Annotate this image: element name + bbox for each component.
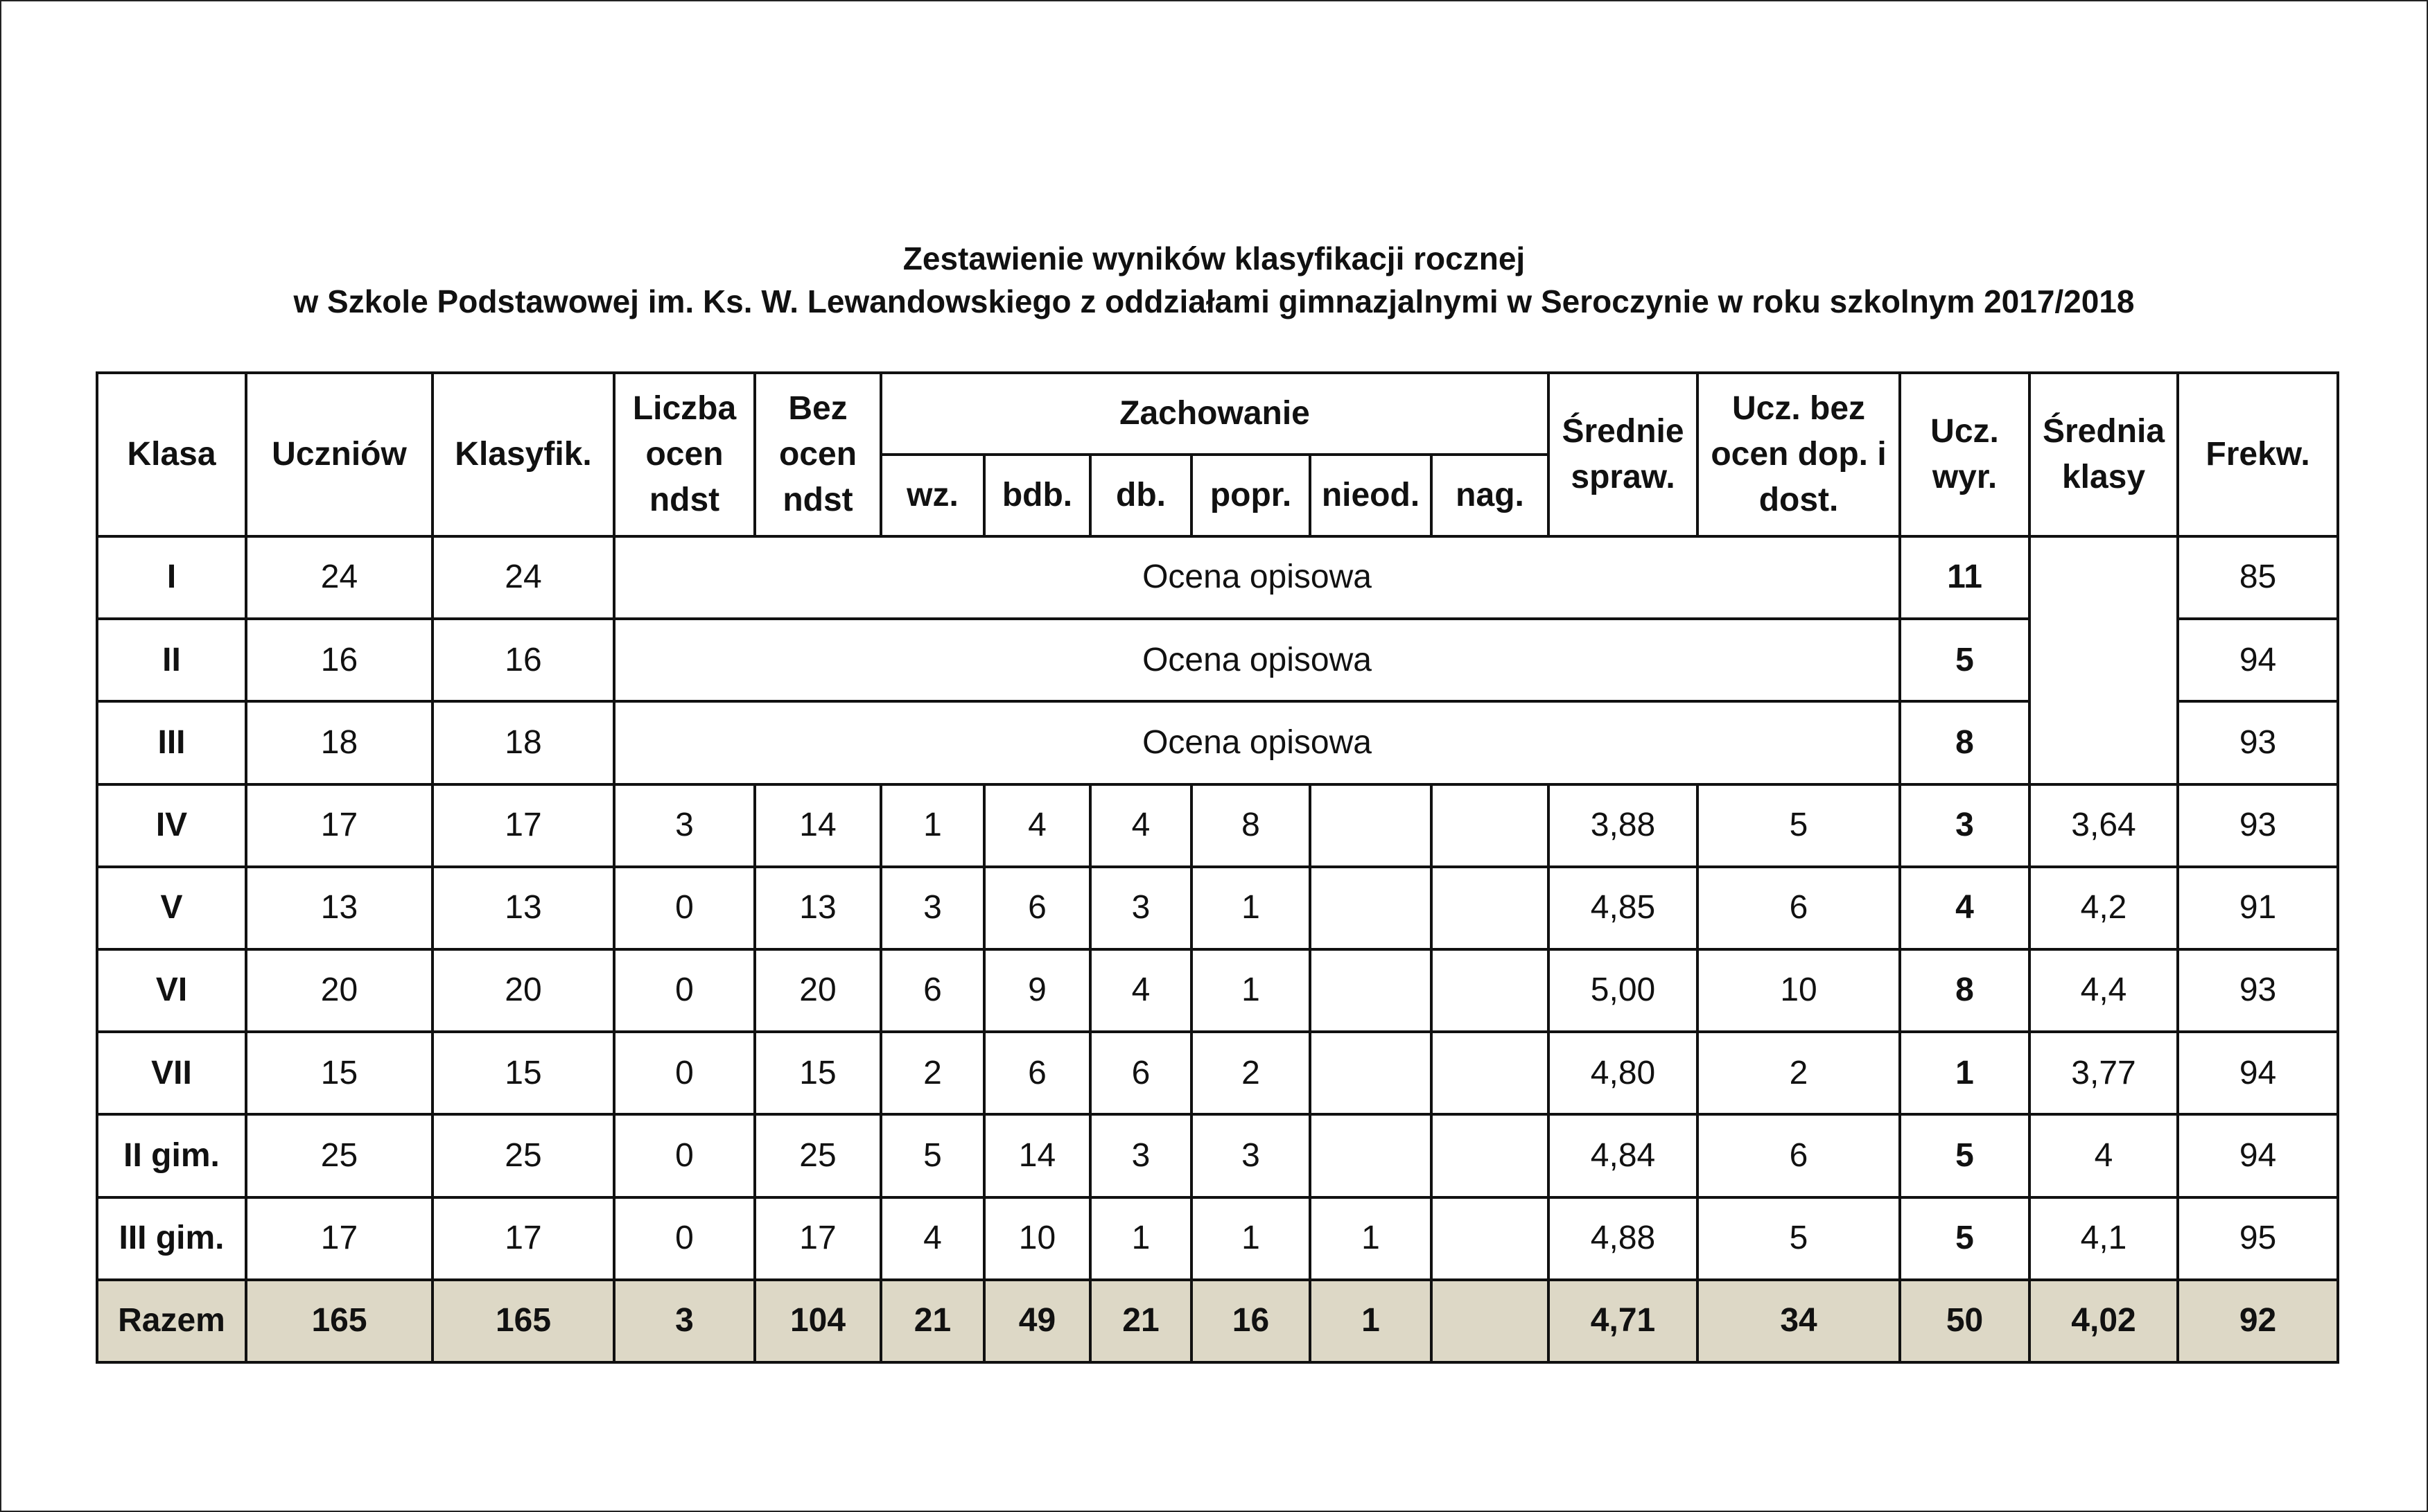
cell-popr: 3 bbox=[1191, 1114, 1310, 1197]
table-row bbox=[97, 536, 2338, 619]
cell-klasyfik: 24 bbox=[433, 536, 614, 619]
total-nieod: 1 bbox=[1310, 1280, 1431, 1362]
results-table bbox=[96, 371, 2339, 1364]
cell-db: 1 bbox=[1090, 1197, 1191, 1280]
cell-ndst: 0 bbox=[614, 867, 755, 949]
total-wz: 21 bbox=[881, 1280, 984, 1362]
cell-klasyfik: 17 bbox=[433, 784, 614, 867]
cell-nag bbox=[1431, 1197, 1548, 1280]
table-row bbox=[97, 1197, 2338, 1280]
cell-bez-ndst: 15 bbox=[755, 1032, 881, 1114]
cell-wz: 3 bbox=[881, 867, 984, 949]
cell-bez-ndst: 20 bbox=[755, 949, 881, 1032]
cell-uczniow: 15 bbox=[246, 1032, 433, 1114]
cell-wz: 5 bbox=[881, 1114, 984, 1197]
cell-bdb: 14 bbox=[984, 1114, 1090, 1197]
total-srednie-spraw: 4,71 bbox=[1548, 1280, 1697, 1362]
cell-klasyfik: 20 bbox=[433, 949, 614, 1032]
cell-klasyfik: 18 bbox=[433, 701, 614, 784]
cell-bez-ndst: 13 bbox=[755, 867, 881, 949]
cell-srednie-spraw: 4,88 bbox=[1548, 1197, 1697, 1280]
cell-klasa: III gim. bbox=[97, 1197, 246, 1280]
cell-klasa: II bbox=[97, 619, 246, 701]
cell-ndst: 0 bbox=[614, 1032, 755, 1114]
cell-frekw: 95 bbox=[2178, 1197, 2338, 1280]
cell-wz: 1 bbox=[881, 784, 984, 867]
cell-frekw: 91 bbox=[2178, 867, 2338, 949]
header-klasyfik: Klasyfik. bbox=[433, 373, 614, 536]
cell-nag bbox=[1431, 1114, 1548, 1197]
cell-uczniow: 16 bbox=[246, 619, 433, 701]
cell-popr: 2 bbox=[1191, 1032, 1310, 1114]
cell-popr: 1 bbox=[1191, 1197, 1310, 1280]
total-bez-ndst: 104 bbox=[755, 1280, 881, 1362]
cell-klasa: I bbox=[97, 536, 246, 619]
title-line-1: Zestawienie wyników klasyfikacji rocznej bbox=[902, 240, 1526, 276]
cell-ucz-bez-ocen: 6 bbox=[1697, 867, 1900, 949]
total-bdb: 49 bbox=[984, 1280, 1090, 1362]
header-bez-ocen-ndst: Bez ocen ndst bbox=[755, 373, 881, 536]
cell-bdb: 10 bbox=[984, 1197, 1090, 1280]
cell-klasyfik: 25 bbox=[433, 1114, 614, 1197]
cell-srednia-klasy: 4,1 bbox=[2029, 1197, 2178, 1280]
cell-klasyfik: 17 bbox=[433, 1197, 614, 1280]
table-row bbox=[97, 619, 2338, 701]
header-ucz-wyr: Ucz. wyr. bbox=[1900, 373, 2029, 536]
header-bdb: bdb. bbox=[984, 455, 1090, 536]
cell-klasyfik: 15 bbox=[433, 1032, 614, 1114]
cell-ocena-opisowa: Ocena opisowa bbox=[614, 701, 1900, 784]
header-srednia-klasy: Średnia klasy bbox=[2029, 373, 2178, 536]
cell-klasa: IV bbox=[97, 784, 246, 867]
cell-ucz-bez-ocen: 6 bbox=[1697, 1114, 1900, 1197]
cell-nag bbox=[1431, 867, 1548, 949]
cell-uczniow: 20 bbox=[246, 949, 433, 1032]
cell-nieod bbox=[1310, 949, 1431, 1032]
cell-nieod bbox=[1310, 784, 1431, 867]
cell-nag bbox=[1431, 784, 1548, 867]
cell-frekw: 85 bbox=[2178, 536, 2338, 619]
cell-srednia-klasy: 4 bbox=[2029, 1114, 2178, 1197]
cell-bez-ndst: 17 bbox=[755, 1197, 881, 1280]
header-ucz-bez-ocen: Ucz. bez ocen dop. i dost. bbox=[1697, 373, 1900, 536]
table-row bbox=[97, 867, 2338, 949]
cell-ocena-opisowa: Ocena opisowa bbox=[614, 536, 1900, 619]
cell-ucz-bez-ocen: 10 bbox=[1697, 949, 1900, 1032]
header-frekw: Frekw. bbox=[2178, 373, 2338, 536]
cell-ndst: 0 bbox=[614, 1114, 755, 1197]
total-nag bbox=[1431, 1280, 1548, 1362]
cell-ucz-bez-ocen: 2 bbox=[1697, 1032, 1900, 1114]
cell-klasyfik: 13 bbox=[433, 867, 614, 949]
cell-ucz-wyr: 3 bbox=[1900, 784, 2029, 867]
document-title bbox=[1, 237, 2427, 323]
cell-frekw: 93 bbox=[2178, 701, 2338, 784]
cell-klasa: II gim. bbox=[97, 1114, 246, 1197]
cell-frekw: 94 bbox=[2178, 1114, 2338, 1197]
cell-ocena-opisowa: Ocena opisowa bbox=[614, 619, 1900, 701]
cell-popr: 1 bbox=[1191, 949, 1310, 1032]
cell-uczniow: 17 bbox=[246, 784, 433, 867]
table-row bbox=[97, 949, 2338, 1032]
cell-bez-ndst: 14 bbox=[755, 784, 881, 867]
cell-klasa: III bbox=[97, 701, 246, 784]
cell-ucz-wyr: 5 bbox=[1900, 619, 2029, 701]
cell-srednia-klasy: 4,4 bbox=[2029, 949, 2178, 1032]
cell-ucz-wyr: 5 bbox=[1900, 1197, 2029, 1280]
cell-bdb: 6 bbox=[984, 1032, 1090, 1114]
cell-db: 6 bbox=[1090, 1032, 1191, 1114]
cell-srednie-spraw: 4,85 bbox=[1548, 867, 1697, 949]
total-popr: 16 bbox=[1191, 1280, 1310, 1362]
table-row bbox=[97, 701, 2338, 784]
cell-wz: 4 bbox=[881, 1197, 984, 1280]
cell-klasa: V bbox=[97, 867, 246, 949]
cell-wz: 2 bbox=[881, 1032, 984, 1114]
cell-ucz-wyr: 4 bbox=[1900, 867, 2029, 949]
total-ucz-bez-ocen: 34 bbox=[1697, 1280, 1900, 1362]
header-popr: popr. bbox=[1191, 455, 1310, 536]
table-row bbox=[97, 1114, 2338, 1197]
cell-uczniow: 24 bbox=[246, 536, 433, 619]
cell-ndst: 3 bbox=[614, 784, 755, 867]
total-ndst: 3 bbox=[614, 1280, 755, 1362]
cell-srednia-klasy: 3,64 bbox=[2029, 784, 2178, 867]
cell-nieod bbox=[1310, 867, 1431, 949]
cell-popr: 1 bbox=[1191, 867, 1310, 949]
header-klasa: Klasa bbox=[97, 373, 246, 536]
cell-nieod bbox=[1310, 1032, 1431, 1114]
cell-srednie-spraw: 4,80 bbox=[1548, 1032, 1697, 1114]
table-row bbox=[97, 1032, 2338, 1114]
cell-db: 3 bbox=[1090, 867, 1191, 949]
cell-frekw: 94 bbox=[2178, 1032, 2338, 1114]
cell-bdb: 4 bbox=[984, 784, 1090, 867]
header-srednie-spraw: Średnie spraw. bbox=[1548, 373, 1697, 536]
header-db: db. bbox=[1090, 455, 1191, 536]
cell-srednia-klasy-empty bbox=[2029, 536, 2178, 784]
cell-nag bbox=[1431, 949, 1548, 1032]
cell-klasa: VII bbox=[97, 1032, 246, 1114]
header-zachowanie: Zachowanie bbox=[881, 373, 1548, 455]
cell-ndst: 0 bbox=[614, 1197, 755, 1280]
header-wz: wz. bbox=[881, 455, 984, 536]
cell-klasyfik: 16 bbox=[433, 619, 614, 701]
cell-ucz-bez-ocen: 5 bbox=[1697, 1197, 1900, 1280]
cell-uczniow: 18 bbox=[246, 701, 433, 784]
cell-ucz-wyr: 8 bbox=[1900, 949, 2029, 1032]
cell-frekw: 94 bbox=[2178, 619, 2338, 701]
total-klasyfik: 165 bbox=[433, 1280, 614, 1362]
header-liczba-ocen-ndst: Liczba ocen ndst bbox=[614, 373, 755, 536]
header-nieod: nieod. bbox=[1310, 455, 1431, 536]
cell-wz: 6 bbox=[881, 949, 984, 1032]
total-srednia-klasy: 4,02 bbox=[2029, 1280, 2178, 1362]
cell-ucz-bez-ocen: 5 bbox=[1697, 784, 1900, 867]
header-row-1 bbox=[97, 373, 2338, 455]
header-nag: nag. bbox=[1431, 455, 1548, 536]
cell-db: 3 bbox=[1090, 1114, 1191, 1197]
total-db: 21 bbox=[1090, 1280, 1191, 1362]
cell-ucz-wyr: 8 bbox=[1900, 701, 2029, 784]
cell-srednia-klasy: 3,77 bbox=[2029, 1032, 2178, 1114]
cell-nieod bbox=[1310, 1114, 1431, 1197]
cell-bdb: 9 bbox=[984, 949, 1090, 1032]
total-frekw: 92 bbox=[2178, 1280, 2338, 1362]
cell-srednie-spraw: 5,00 bbox=[1548, 949, 1697, 1032]
cell-srednia-klasy: 4,2 bbox=[2029, 867, 2178, 949]
cell-bez-ndst: 25 bbox=[755, 1114, 881, 1197]
total-klasa: Razem bbox=[97, 1280, 246, 1362]
cell-uczniow: 13 bbox=[246, 867, 433, 949]
cell-klasa: VI bbox=[97, 949, 246, 1032]
cell-popr: 8 bbox=[1191, 784, 1310, 867]
header-uczniow: Uczniów bbox=[246, 373, 433, 536]
total-row bbox=[97, 1280, 2338, 1362]
cell-frekw: 93 bbox=[2178, 949, 2338, 1032]
cell-ucz-wyr: 11 bbox=[1900, 536, 2029, 619]
table-row bbox=[97, 784, 2338, 867]
cell-ndst: 0 bbox=[614, 949, 755, 1032]
total-uczniow: 165 bbox=[246, 1280, 433, 1362]
cell-ucz-wyr: 1 bbox=[1900, 1032, 2029, 1114]
cell-srednie-spraw: 3,88 bbox=[1548, 784, 1697, 867]
total-ucz-wyr: 50 bbox=[1900, 1280, 2029, 1362]
title-line-2: w Szkole Podstawowej im. Ks. W. Lewandowskiego z oddziałami gimnazjalnymi w Seroczynie w roku szkolnym 2017/2018 bbox=[293, 283, 2135, 319]
cell-nieod: 1 bbox=[1310, 1197, 1431, 1280]
cell-ucz-wyr: 5 bbox=[1900, 1114, 2029, 1197]
cell-srednie-spraw: 4,84 bbox=[1548, 1114, 1697, 1197]
cell-uczniow: 17 bbox=[246, 1197, 433, 1280]
cell-uczniow: 25 bbox=[246, 1114, 433, 1197]
cell-db: 4 bbox=[1090, 949, 1191, 1032]
cell-bdb: 6 bbox=[984, 867, 1090, 949]
cell-nag bbox=[1431, 1032, 1548, 1114]
cell-db: 4 bbox=[1090, 784, 1191, 867]
cell-frekw: 93 bbox=[2178, 784, 2338, 867]
